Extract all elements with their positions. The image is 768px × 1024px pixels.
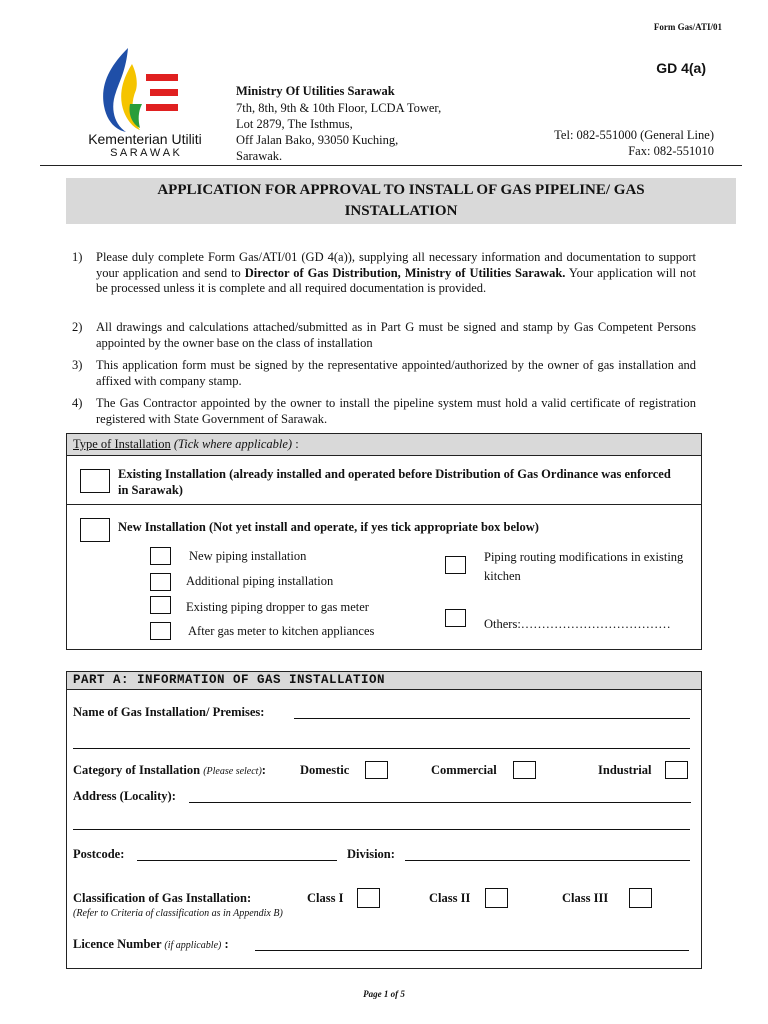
domestic-label: Domestic bbox=[300, 763, 350, 777]
industrial-label: Industrial bbox=[598, 763, 652, 777]
instruction-number: 2) bbox=[72, 320, 83, 334]
page-number: Page 1 of 5 bbox=[363, 989, 405, 999]
address-label: Address (Locality): bbox=[73, 789, 176, 803]
class-2-label: Class II bbox=[429, 891, 471, 905]
flame-logo-icon bbox=[70, 44, 220, 162]
header-divider bbox=[40, 165, 742, 166]
installation-name-label: Name of Gas Installation/ Premises: bbox=[73, 705, 265, 719]
classification-note: (Refer to Criteria of classification as in Appendix B) bbox=[73, 908, 283, 919]
ministry-name: Ministry Of Utilities Sarawak bbox=[236, 84, 395, 98]
division-field[interactable] bbox=[405, 860, 690, 861]
ministry-address bbox=[236, 100, 441, 164]
after-meter-checkbox[interactable] bbox=[150, 622, 171, 640]
address-field[interactable] bbox=[189, 802, 691, 803]
form-title bbox=[66, 178, 736, 224]
additional-piping-checkbox[interactable] bbox=[150, 573, 171, 591]
existing-installation-label: Existing Installation (already installed and operated before Distribution of Gas Ordinance was enforced in Sarawak) bbox=[118, 467, 671, 497]
postcode-field[interactable] bbox=[137, 860, 337, 861]
additional-piping-label: Additional piping installation bbox=[186, 574, 334, 588]
instruction-item bbox=[72, 250, 696, 297]
title-line: APPLICATION FOR APPROVAL TO INSTALL OF GAS PIPELINE/ GAS bbox=[157, 182, 645, 198]
new-installation-checkbox[interactable] bbox=[80, 518, 110, 542]
instruction-item bbox=[72, 358, 696, 389]
domestic-checkbox[interactable] bbox=[365, 761, 388, 779]
ministry-logo bbox=[70, 44, 220, 162]
instruction-number: 4) bbox=[72, 396, 83, 410]
class-1-checkbox[interactable] bbox=[357, 888, 380, 908]
instruction-item bbox=[72, 320, 696, 351]
commercial-checkbox[interactable] bbox=[513, 761, 536, 779]
instruction-text: All drawings and calculations attached/submitted as in Part G must be signed and stamp by Gas Competent Persons appointed by the owner base on the class of installation bbox=[96, 320, 696, 350]
instruction-recipient: Director of Gas Distribution, Ministry of Utilities Sarawak. bbox=[244, 265, 566, 280]
part-a-heading: PART A: INFORMATION OF GAS INSTALLATION bbox=[67, 672, 701, 690]
others-label: Others:……………………………… bbox=[484, 617, 671, 631]
class-3-label: Class III bbox=[562, 891, 609, 905]
dropper-checkbox[interactable] bbox=[150, 596, 171, 614]
address-line: Sarawak. bbox=[236, 149, 283, 163]
address-line: Off Jalan Bako, 93050 Kuching, bbox=[236, 133, 399, 147]
existing-installation-checkbox[interactable] bbox=[80, 469, 110, 493]
class-2-checkbox[interactable] bbox=[485, 888, 508, 908]
instruction-item bbox=[72, 396, 696, 427]
after-meter-label: After gas meter to kitchen appliances bbox=[188, 624, 375, 638]
section-divider bbox=[67, 504, 701, 505]
licence-label: Licence Number (if applicable) : bbox=[73, 937, 229, 951]
instruction-text: This application form must be signed by the representative appointed/authorized by the owner of gas installation and affixed with company stamp. bbox=[96, 358, 696, 388]
installation-name-field-line2[interactable] bbox=[73, 748, 690, 749]
fax-number: Fax: 082-551010 bbox=[628, 144, 714, 158]
instruction-text: Your application will not be processed unless it is complete and all required documentation is provided. bbox=[96, 265, 696, 295]
postcode-label: Postcode: bbox=[73, 847, 125, 861]
gd-code: GD 4(a) bbox=[656, 60, 706, 76]
dropper-label: Existing piping dropper to gas meter bbox=[186, 600, 369, 614]
routing-modification-label: Piping routing modifications in existing kitchen bbox=[484, 550, 684, 583]
classification-label: Classification of Gas Installation: bbox=[73, 891, 252, 905]
installation-name-field[interactable] bbox=[294, 718, 690, 719]
instruction-number: 3) bbox=[72, 358, 83, 372]
category-label: Category of Installation (Please select): bbox=[73, 763, 266, 777]
class-3-checkbox[interactable] bbox=[629, 888, 652, 908]
address-line: Lot 2879, The Isthmus, bbox=[236, 117, 353, 131]
type-section-heading: Type of Installation (Tick where applicable) : bbox=[67, 434, 701, 456]
instruction-text: Please duly complete Form Gas/ATI/01 (GD 4(a)), supplying all necessary information and documentation to support your application and send to bbox=[96, 250, 696, 280]
division-label: Division: bbox=[347, 847, 395, 861]
licence-number-field[interactable] bbox=[255, 950, 689, 951]
type-of-installation-section bbox=[66, 433, 702, 650]
form-code: Form Gas/ATI/01 bbox=[653, 22, 722, 32]
instruction-text: The Gas Contractor appointed by the owner to install the pipeline system must hold a valid certificate of registration registered with State Government of Sarawak. bbox=[96, 396, 696, 426]
title-line: INSTALLATION bbox=[344, 203, 458, 219]
others-checkbox[interactable] bbox=[445, 609, 466, 627]
contact-info bbox=[554, 127, 714, 159]
new-piping-label: New piping installation bbox=[189, 549, 307, 563]
new-piping-checkbox[interactable] bbox=[150, 547, 171, 565]
industrial-checkbox[interactable] bbox=[665, 761, 688, 779]
part-a-section bbox=[66, 671, 702, 969]
address-line: 7th, 8th, 9th & 10th Floor, LCDA Tower, bbox=[236, 101, 442, 115]
routing-modification-checkbox[interactable] bbox=[445, 556, 466, 574]
svg-text:Kementerian Utiliti: Kementerian Utiliti bbox=[88, 131, 202, 147]
address-field-line2[interactable] bbox=[73, 829, 690, 830]
new-installation-label: New Installation (Not yet install and operate, if yes tick appropriate box below) bbox=[118, 520, 539, 534]
svg-text:S A R A W A K: S A R A W A K bbox=[110, 147, 180, 159]
commercial-label: Commercial bbox=[431, 763, 497, 777]
instruction-number: 1) bbox=[72, 250, 83, 264]
class-1-label: Class I bbox=[307, 891, 344, 905]
tel-number: Tel: 082-551000 (General Line) bbox=[554, 128, 714, 142]
